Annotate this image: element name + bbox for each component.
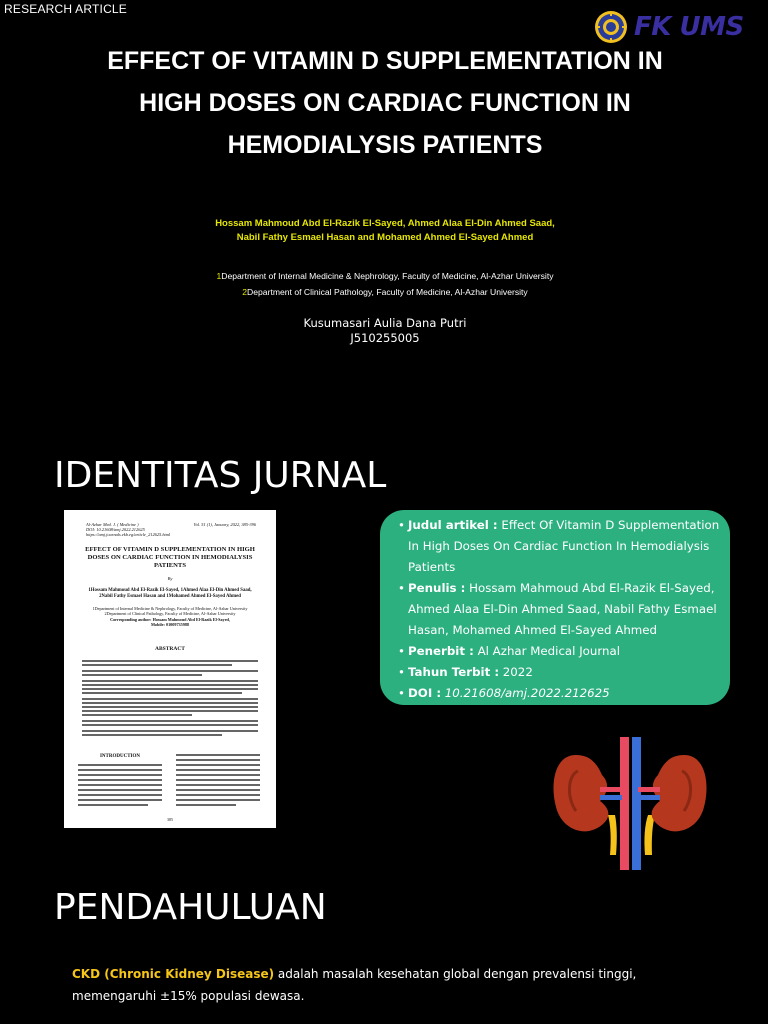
slide-title	[60, 40, 710, 166]
introduction-paragraph	[72, 963, 712, 1007]
university-emblem-icon	[594, 10, 628, 44]
thumbnail-page-number: 385	[167, 817, 173, 822]
thumbnail-authors: 1Hossam Mahmoud Abd El-Razik El-Sayed, 1Ahmed Alaa El-Din Ahmed Saad, 2Nabil Fathy Esmael Hasan and 1Mohamed Ahmed El-Sayed Ahmed	[88, 588, 252, 599]
body-text-line	[78, 779, 162, 781]
identity-item-doi	[398, 683, 722, 704]
thumbnail-aff-1: 1Department of Internal Medicine & Nephrology, Faculty of Medicine, Al-Azhar University	[92, 606, 248, 611]
presenter-info	[250, 316, 520, 346]
body-text-line	[176, 774, 260, 776]
presenter-name: Kusumasari Aulia Dana Putri	[303, 316, 467, 330]
body-text-line	[78, 804, 148, 806]
abstract-text-line	[82, 706, 258, 708]
logo-text: FK UMS	[634, 12, 744, 42]
affiliations	[212, 270, 558, 298]
body-text-line	[176, 789, 260, 791]
thumbnail-corresponding: Corresponding author: Hossam Mahmoud Abd El-Razik El-Sayed,	[110, 616, 230, 622]
body-text-line	[176, 779, 260, 781]
thumbnail-aff-2: 2Department of Clinical Pathology, Faculty of Medicine, Al-Azhar University	[104, 611, 236, 617]
body-text-line	[78, 789, 162, 791]
identity-value: 10.21608/amj.2022.212625	[444, 686, 610, 700]
renal-vein-right	[638, 795, 660, 800]
body-text-line	[176, 804, 236, 806]
abstract-text-line	[82, 664, 232, 666]
identity-label: DOI :	[408, 686, 442, 700]
identity-value: Effect Of Vitamin D Supplementation In High Doses On Cardiac Function In Hemodialysis Patients	[408, 518, 720, 574]
thumbnail-intro-heading: INTRODUCTION	[99, 754, 140, 759]
affiliation-text: Department of Clinical Pathology, Faculty of Medicine, Al-Azhar University	[247, 286, 528, 297]
thumbnail-doi: DOI: 10.21608/amj.2022.212625	[86, 527, 145, 533]
identity-item-year	[398, 662, 722, 683]
aorta-shape	[620, 737, 629, 870]
section-title-pendahuluan: PENDAHULUAN	[54, 887, 327, 928]
abstract-text-line	[82, 730, 258, 732]
thumbnail-header	[86, 522, 256, 538]
abstract-text-line	[82, 720, 258, 722]
identity-value: Hossam Mahmoud Abd El-Razik El-Sayed, Ahmed Alaa El-Din Ahmed Saad, Nabil Fathy Esmael Hasan, Mohamed Ahmed El-Sayed Ahmed	[408, 581, 717, 637]
renal-vein-left	[600, 795, 622, 800]
article-type-label: RESEARCH ARTICLE	[4, 2, 128, 16]
body-text-line	[176, 769, 260, 771]
abstract-text-line	[82, 692, 242, 694]
thumbnail-url: https://amj.journals.ekb.eg/article_212625.html	[86, 532, 171, 538]
title-line: HEMODIALYSIS PATIENTS	[227, 131, 543, 159]
renal-artery-right	[638, 787, 660, 792]
abstract-text-line	[82, 674, 202, 676]
title-line: HIGH DOSES ON CARDIAC FUNCTION IN	[139, 89, 631, 117]
kidney-right-shape	[652, 755, 707, 831]
kidney-left-shape	[553, 755, 608, 831]
thumbnail-volume: Vol. 51 (1), January, 2022, 385-396	[193, 522, 256, 527]
abstract-text-line	[82, 670, 258, 672]
renal-artery-left	[600, 787, 622, 792]
abstract-text-line	[82, 714, 192, 716]
abstract-text-line	[82, 660, 258, 662]
abstract-text-line	[82, 734, 222, 736]
thumbnail-by: By	[167, 576, 173, 581]
abstract-text-line	[82, 684, 258, 686]
body-text-line	[176, 754, 260, 756]
abstract-text-line	[82, 698, 258, 700]
identity-label: Penulis :	[408, 581, 466, 595]
identity-item-authors	[398, 578, 722, 641]
journal-identity-box	[380, 510, 730, 705]
affiliation-1	[212, 270, 558, 283]
identity-value: 2022	[502, 665, 533, 679]
body-text-line	[78, 799, 162, 801]
title-line: EFFECT OF VITAMIN D SUPPLEMENTATION IN	[107, 47, 663, 75]
body-text-line	[176, 794, 260, 796]
intro-highlight: CKD (Chronic Kidney Disease)	[72, 967, 275, 981]
kidney-illustration	[548, 735, 712, 870]
body-text-line	[78, 764, 162, 766]
journal-page-thumbnail	[64, 510, 276, 828]
identity-value: Al Azhar Medical Journal	[477, 644, 620, 658]
identity-label: Penerbit :	[408, 644, 474, 658]
identity-label: Judul artikel :	[408, 518, 498, 532]
section-title-identitas: IDENTITAS JURNAL	[54, 455, 387, 496]
identity-item-title	[398, 515, 722, 578]
affiliation-number: 1	[216, 271, 222, 281]
body-text-line	[78, 774, 162, 776]
abstract-text-line	[82, 702, 258, 704]
ureter-right-shape	[644, 815, 655, 855]
abstract-text-line	[82, 680, 258, 682]
body-text-line	[176, 784, 260, 786]
thumbnail-mobile: Mobile: 01009735988	[150, 622, 190, 628]
thumbnail-abstract-heading: ABSTRACT	[155, 646, 185, 652]
identity-item-publisher	[398, 641, 722, 662]
presenter-id: J510255005	[350, 331, 420, 345]
body-text-line	[78, 794, 162, 796]
body-text-line	[78, 784, 162, 786]
intro-text: adalah masalah kesehatan global dengan prevalensi tinggi, memengaruhi ±15% populasi dewasa.	[72, 967, 637, 1003]
body-text-line	[176, 799, 260, 801]
authors-list: Hossam Mahmoud Abd El-Razik El-Sayed, Ahmed Alaa El-Din Ahmed Saad, Nabil Fathy Esmael Hasan and Mohamed Ahmed El-Sayed Ahmed	[215, 218, 555, 243]
identity-list	[398, 515, 722, 704]
body-text-line	[78, 769, 162, 771]
abstract-text-line	[82, 688, 258, 690]
abstract-text-line	[82, 710, 258, 712]
vena-cava-shape	[632, 737, 641, 870]
identity-label: Tahun Terbit :	[408, 665, 500, 679]
body-text-line	[176, 764, 260, 766]
affiliation-number: 2	[242, 286, 248, 297]
affiliation-text: Department of Internal Medicine & Nephrology, Faculty of Medicine, Al-Azhar University	[221, 271, 554, 281]
abstract-text-line	[82, 724, 258, 726]
body-text-line	[176, 759, 260, 761]
affiliation-2	[212, 286, 558, 299]
thumbnail-affiliations	[86, 606, 254, 628]
thumbnail-title: EFFECT OF VITAMIN D SUPPLEMENTATION IN HIGH DOSES ON CARDIAC FUNCTION IN HEMODIALYSIS PATIENTS	[85, 546, 255, 569]
thumbnail-journal: Al-Azhar Med. J. ( Medicine )	[86, 522, 139, 527]
ureter-left-shape	[608, 815, 617, 855]
